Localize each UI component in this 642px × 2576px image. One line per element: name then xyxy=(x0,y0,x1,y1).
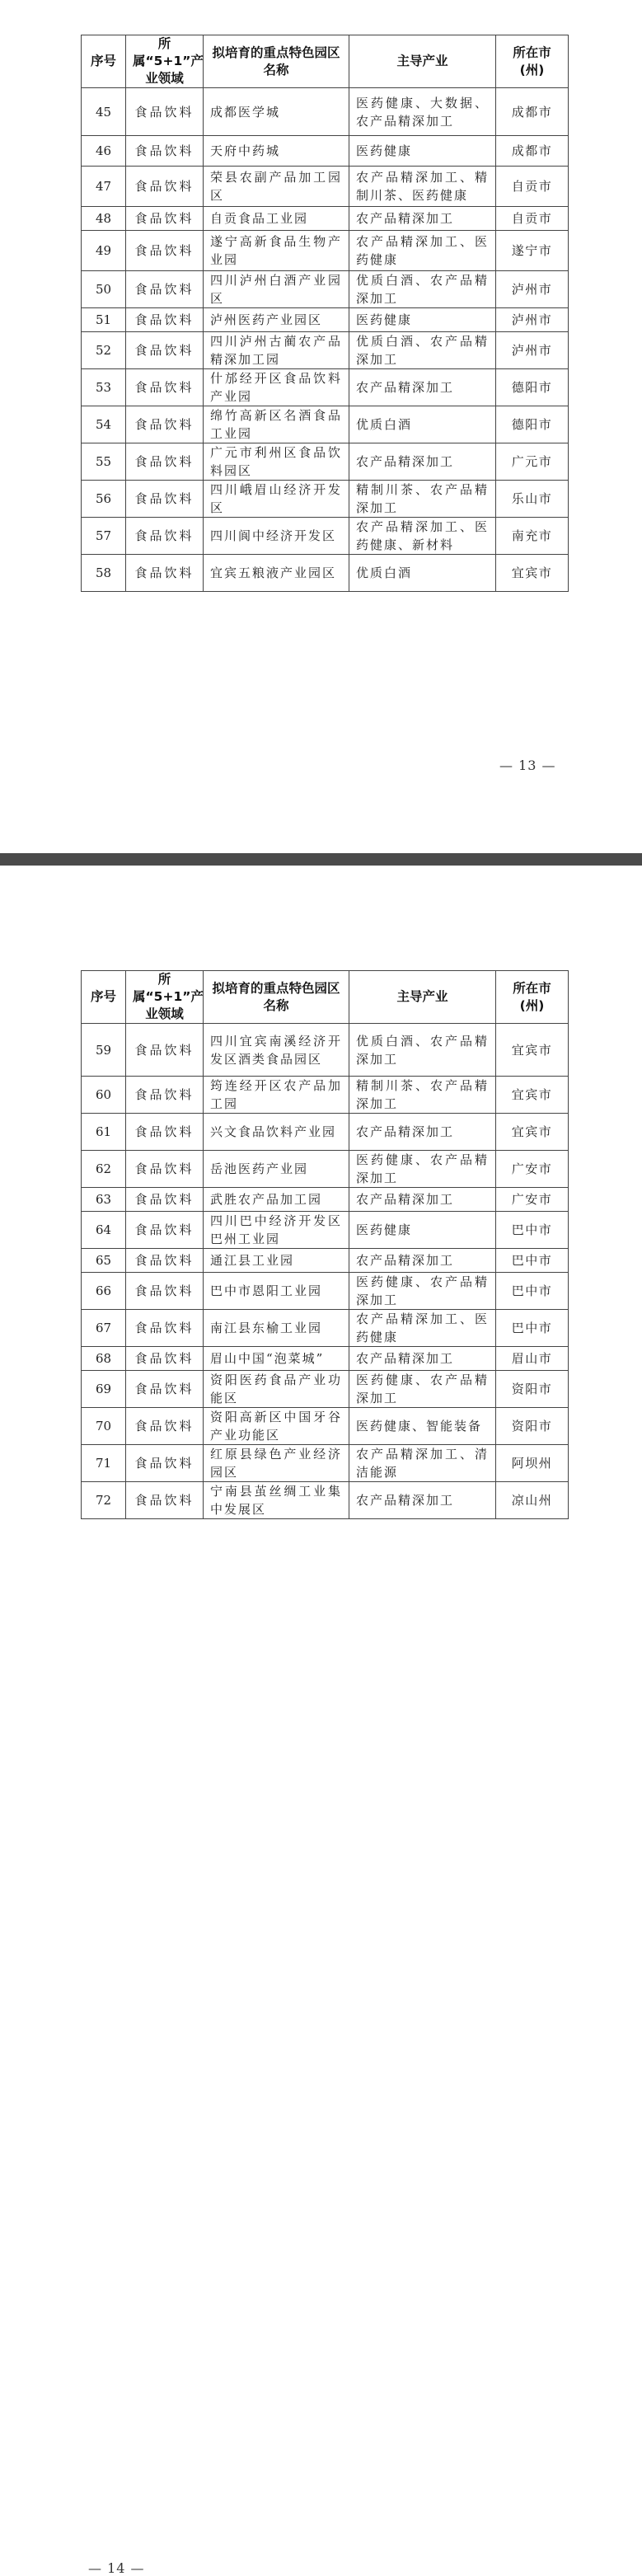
row-park-name: 四川泸州古蔺农产品精深加工园 xyxy=(204,332,349,369)
row-leading-industry: 医药健康 xyxy=(349,136,496,167)
row-leading-industry: 农产品精深加工、医药健康、新材料 xyxy=(349,518,496,555)
row-serial-number: 49 xyxy=(82,231,126,271)
document-page-14 xyxy=(0,866,642,2576)
row-park-name: 天府中药城 xyxy=(204,136,349,167)
row-park-name: 绵竹高新区名酒食品工业园 xyxy=(204,406,349,443)
row-city: 巴中市 xyxy=(496,1212,569,1249)
row-leading-industry: 优质白酒、农产品精深加工 xyxy=(349,271,496,308)
row-park-name: 岳池医药产业园 xyxy=(204,1151,349,1188)
row-leading-industry: 农产品精深加工 xyxy=(349,1188,496,1212)
row-serial-number: 57 xyxy=(82,518,126,555)
row-park-name: 兴文食品饮料产业园 xyxy=(204,1114,349,1151)
header-park-name: 拟培育的重点特色园区名称 xyxy=(204,971,349,1024)
header-leading-industry: 主导产业 xyxy=(349,35,496,88)
row-leading-industry: 优质白酒、农产品精深加工 xyxy=(349,1024,496,1077)
row-leading-industry: 精制川茶、农产品精深加工 xyxy=(349,1077,496,1114)
row-city: 泸州市 xyxy=(496,271,569,308)
table-row xyxy=(82,1024,569,1077)
table-header-row xyxy=(82,971,569,1024)
row-leading-industry: 医药健康、农产品精深加工 xyxy=(349,1151,496,1188)
row-leading-industry: 农产品精深加工、医药健康 xyxy=(349,1310,496,1347)
row-industry-field: 食品饮料 xyxy=(126,481,204,518)
row-park-name: 眉山中国“泡菜城” xyxy=(204,1347,349,1371)
row-leading-industry: 农产品精深加工、精制川茶、医药健康 xyxy=(349,167,496,207)
row-city: 巴中市 xyxy=(496,1273,569,1310)
row-industry-field: 食品饮料 xyxy=(126,88,204,136)
header-industry-field: 所属“5+1”产业领域 xyxy=(126,971,204,1024)
header-city: 所在市(州) xyxy=(496,971,569,1024)
row-industry-field: 食品饮料 xyxy=(126,555,204,592)
row-industry-field: 食品饮料 xyxy=(126,1249,204,1273)
row-park-name: 资阳医药食品产业功能区 xyxy=(204,1371,349,1408)
row-serial-number: 61 xyxy=(82,1114,126,1151)
row-park-name: 什邡经开区食品饮料产业园 xyxy=(204,369,349,406)
row-city: 资阳市 xyxy=(496,1371,569,1408)
row-city: 凉山州 xyxy=(496,1482,569,1519)
row-city: 巴中市 xyxy=(496,1249,569,1273)
row-leading-industry: 优质白酒、农产品精深加工 xyxy=(349,332,496,369)
row-city: 成都市 xyxy=(496,88,569,136)
row-industry-field: 食品饮料 xyxy=(126,1347,204,1371)
page-separator xyxy=(0,853,642,866)
row-serial-number: 60 xyxy=(82,1077,126,1114)
table-row xyxy=(82,443,569,481)
row-park-name: 筠连经开区农产品加工园 xyxy=(204,1077,349,1114)
table-row xyxy=(82,308,569,332)
row-serial-number: 67 xyxy=(82,1310,126,1347)
row-industry-field: 食品饮料 xyxy=(126,1310,204,1347)
row-city: 泸州市 xyxy=(496,308,569,332)
row-serial-number: 53 xyxy=(82,369,126,406)
table-row xyxy=(82,332,569,369)
row-serial-number: 62 xyxy=(82,1151,126,1188)
row-park-name: 四川泸州白酒产业园区 xyxy=(204,271,349,308)
row-serial-number: 45 xyxy=(82,88,126,136)
park-table xyxy=(81,970,569,1519)
table-row xyxy=(82,1249,569,1273)
table-row xyxy=(82,406,569,443)
row-park-name: 四川峨眉山经济开发区 xyxy=(204,481,349,518)
row-park-name: 遂宁高新食品生物产业园 xyxy=(204,231,349,271)
row-industry-field: 食品饮料 xyxy=(126,406,204,443)
table-row xyxy=(82,369,569,406)
row-leading-industry: 优质白酒 xyxy=(349,406,496,443)
row-industry-field: 食品饮料 xyxy=(126,1212,204,1249)
row-industry-field: 食品饮料 xyxy=(126,369,204,406)
row-serial-number: 70 xyxy=(82,1408,126,1445)
row-leading-industry: 农产品精深加工 xyxy=(349,443,496,481)
header-leading-industry: 主导产业 xyxy=(349,971,496,1024)
row-serial-number: 66 xyxy=(82,1273,126,1310)
row-city: 宜宾市 xyxy=(496,1114,569,1151)
row-serial-number: 55 xyxy=(82,443,126,481)
table-row xyxy=(82,1445,569,1482)
table-row xyxy=(82,1212,569,1249)
row-city: 南充市 xyxy=(496,518,569,555)
row-serial-number: 65 xyxy=(82,1249,126,1273)
row-serial-number: 52 xyxy=(82,332,126,369)
row-park-name: 四川巴中经济开发区巴州工业园 xyxy=(204,1212,349,1249)
row-industry-field: 食品饮料 xyxy=(126,1024,204,1077)
row-leading-industry: 精制川茶、农产品精深加工 xyxy=(349,481,496,518)
row-city: 遂宁市 xyxy=(496,231,569,271)
row-park-name: 泸州医药产业园区 xyxy=(204,308,349,332)
row-park-name: 红原县绿色产业经济园区 xyxy=(204,1445,349,1482)
row-leading-industry: 医药健康、智能装备 xyxy=(349,1408,496,1445)
row-serial-number: 48 xyxy=(82,207,126,231)
table-header-row xyxy=(82,35,569,88)
row-park-name: 自贡食品工业园 xyxy=(204,207,349,231)
table-row xyxy=(82,1371,569,1408)
row-city: 广安市 xyxy=(496,1188,569,1212)
table-row xyxy=(82,167,569,207)
row-city: 成都市 xyxy=(496,136,569,167)
row-serial-number: 56 xyxy=(82,481,126,518)
table-row xyxy=(82,136,569,167)
row-leading-industry: 医药健康 xyxy=(349,308,496,332)
row-leading-industry: 农产品精深加工 xyxy=(349,1347,496,1371)
row-city: 阿坝州 xyxy=(496,1445,569,1482)
row-park-name: 资阳高新区中国牙谷产业功能区 xyxy=(204,1408,349,1445)
row-serial-number: 58 xyxy=(82,555,126,592)
row-serial-number: 46 xyxy=(82,136,126,167)
row-leading-industry: 农产品精深加工、医药健康 xyxy=(349,231,496,271)
row-serial-number: 47 xyxy=(82,167,126,207)
table-row xyxy=(82,231,569,271)
row-city: 德阳市 xyxy=(496,369,569,406)
row-serial-number: 69 xyxy=(82,1371,126,1408)
row-park-name: 巴中市恩阳工业园 xyxy=(204,1273,349,1310)
row-industry-field: 食品饮料 xyxy=(126,518,204,555)
row-city: 广元市 xyxy=(496,443,569,481)
row-industry-field: 食品饮料 xyxy=(126,332,204,369)
row-industry-field: 食品饮料 xyxy=(126,443,204,481)
table-row xyxy=(82,481,569,518)
row-city: 巴中市 xyxy=(496,1310,569,1347)
header-serial-number: 序号 xyxy=(82,971,126,1024)
row-leading-industry: 优质白酒 xyxy=(349,555,496,592)
row-city: 泸州市 xyxy=(496,332,569,369)
table-row xyxy=(82,271,569,308)
row-park-name: 通江县工业园 xyxy=(204,1249,349,1273)
row-leading-industry: 医药健康、农产品精深加工 xyxy=(349,1273,496,1310)
row-park-name: 武胜农产品加工园 xyxy=(204,1188,349,1212)
row-city: 自贡市 xyxy=(496,167,569,207)
table-row xyxy=(82,1114,569,1151)
table-row xyxy=(82,1482,569,1519)
row-serial-number: 64 xyxy=(82,1212,126,1249)
document-page-13 xyxy=(0,0,642,853)
row-city: 乐山市 xyxy=(496,481,569,518)
table-row xyxy=(82,1310,569,1347)
row-industry-field: 食品饮料 xyxy=(126,207,204,231)
table-row xyxy=(82,1151,569,1188)
row-leading-industry: 医药健康 xyxy=(349,1212,496,1249)
row-park-name: 四川阆中经济开发区 xyxy=(204,518,349,555)
row-serial-number: 51 xyxy=(82,308,126,332)
row-industry-field: 食品饮料 xyxy=(126,1077,204,1114)
row-park-name: 广元市利州区食品饮料园区 xyxy=(204,443,349,481)
row-leading-industry: 农产品精深加工、清洁能源 xyxy=(349,1445,496,1482)
table-row xyxy=(82,1347,569,1371)
row-industry-field: 食品饮料 xyxy=(126,1188,204,1212)
table-row xyxy=(82,1188,569,1212)
row-park-name: 成都医学城 xyxy=(204,88,349,136)
row-serial-number: 50 xyxy=(82,271,126,308)
row-serial-number: 59 xyxy=(82,1024,126,1077)
row-city: 资阳市 xyxy=(496,1408,569,1445)
header-industry-field: 所属“5+1”产业领域 xyxy=(126,35,204,88)
row-serial-number: 68 xyxy=(82,1347,126,1371)
row-leading-industry: 农产品精深加工 xyxy=(349,1482,496,1519)
page-number: — 13 — xyxy=(499,758,556,773)
row-leading-industry: 医药健康、大数据、农产品精深加工 xyxy=(349,88,496,136)
row-industry-field: 食品饮料 xyxy=(126,1151,204,1188)
row-industry-field: 食品饮料 xyxy=(126,1273,204,1310)
table-row xyxy=(82,555,569,592)
park-table xyxy=(81,35,569,592)
row-industry-field: 食品饮料 xyxy=(126,1114,204,1151)
row-serial-number: 63 xyxy=(82,1188,126,1212)
row-park-name: 南江县东榆工业园 xyxy=(204,1310,349,1347)
row-city: 广安市 xyxy=(496,1151,569,1188)
row-city: 宜宾市 xyxy=(496,1077,569,1114)
row-city: 宜宾市 xyxy=(496,555,569,592)
row-industry-field: 食品饮料 xyxy=(126,231,204,271)
row-leading-industry: 农产品精深加工 xyxy=(349,369,496,406)
row-city: 宜宾市 xyxy=(496,1024,569,1077)
header-park-name: 拟培育的重点特色园区名称 xyxy=(204,35,349,88)
row-city: 自贡市 xyxy=(496,207,569,231)
header-serial-number: 序号 xyxy=(82,35,126,88)
table-row xyxy=(82,207,569,231)
row-park-name: 宜宾五粮液产业园区 xyxy=(204,555,349,592)
row-leading-industry: 农产品精深加工 xyxy=(349,207,496,231)
row-industry-field: 食品饮料 xyxy=(126,308,204,332)
page-number: — 14 — xyxy=(88,2560,145,2576)
row-park-name: 四川宜宾南溪经济开发区酒类食品园区 xyxy=(204,1024,349,1077)
row-serial-number: 72 xyxy=(82,1482,126,1519)
row-leading-industry: 农产品精深加工 xyxy=(349,1249,496,1273)
row-leading-industry: 农产品精深加工 xyxy=(349,1114,496,1151)
row-serial-number: 71 xyxy=(82,1445,126,1482)
row-city: 眉山市 xyxy=(496,1347,569,1371)
header-city: 所在市(州) xyxy=(496,35,569,88)
row-industry-field: 食品饮料 xyxy=(126,1408,204,1445)
row-leading-industry: 医药健康、农产品精深加工 xyxy=(349,1371,496,1408)
table-row xyxy=(82,1077,569,1114)
table-row xyxy=(82,88,569,136)
table-row xyxy=(82,1273,569,1310)
row-industry-field: 食品饮料 xyxy=(126,271,204,308)
row-industry-field: 食品饮料 xyxy=(126,136,204,167)
row-serial-number: 54 xyxy=(82,406,126,443)
table-row xyxy=(82,518,569,555)
row-park-name: 荣县农副产品加工园区 xyxy=(204,167,349,207)
row-industry-field: 食品饮料 xyxy=(126,167,204,207)
row-industry-field: 食品饮料 xyxy=(126,1371,204,1408)
row-industry-field: 食品饮料 xyxy=(126,1445,204,1482)
row-park-name: 宁南县茧丝绸工业集中发展区 xyxy=(204,1482,349,1519)
row-industry-field: 食品饮料 xyxy=(126,1482,204,1519)
row-city: 德阳市 xyxy=(496,406,569,443)
table-row xyxy=(82,1408,569,1445)
